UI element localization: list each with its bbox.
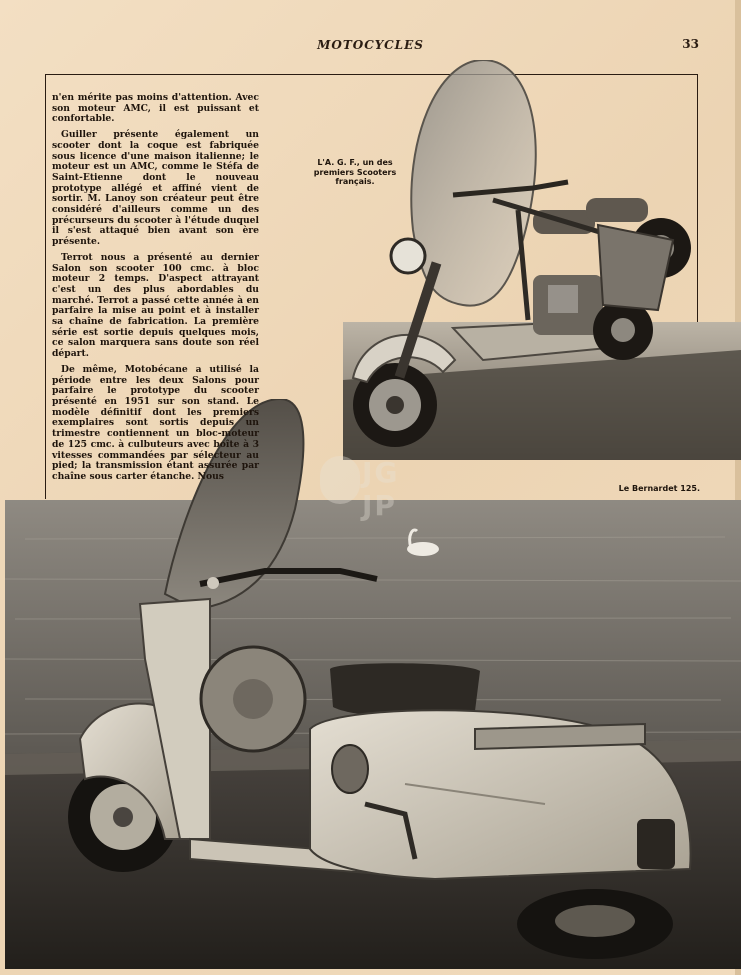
article-paragraph: n'en mérite pas moins d'attention. Avec son moteur AMC, il est puissant et confortable.	[52, 92, 259, 125]
page-number: 33	[682, 37, 699, 51]
article-paragraph: De même, Motobécane a utilisé la période entre les deux Salons pour parfaire le prototype du scooter présenté en 1951 sur son stand. Le modèle définitif dont les premiers exemplaires sont sortis depuis un trimestre contiennent un bloc-moteur de 125 cmc. à culbuteurs avec boîte à 3 vitesses commandées par sélecteur au pied; la transmission étant assurée par chaîne sous carter étanche. Nous	[52, 363, 259, 482]
section-title: MOTOCYCLES	[317, 38, 424, 52]
article-column	[52, 93, 259, 488]
agf-caption: L'A. G. F., un des premiers Scooters français.	[313, 158, 397, 186]
bernardet-caption: Le Bernardet 125.	[618, 484, 700, 493]
watermark-logo: JG JP	[320, 448, 430, 518]
article-paragraph: Terrot nous a présenté au dernier Salon son scooter 100 cmc. à bloc moteur 2 temps. D'aspect attrayant c'est un des plus abordables du marché. Terrot a passé cette année à en parfaire la mise au point et à installer sa chaîne de fabrication. La première série est sortie depuis quelques mois, ce salon marquera sans doute son réel départ.	[52, 251, 259, 360]
article-paragraph: Guiller présente également un scooter dont la coque est fabriquée sous licence d'une maison italienne; le moteur est un AMC, comme le Stéfa de Saint-Etienne dont le nouveau prototype allégé et affiné vient de sortir. M. Lanoy son créateur peut être considéré d'ailleurs comme un des précurseurs du scooter à l'étude duquel il s'est attaqué bien avant son ère présente.	[52, 129, 259, 248]
